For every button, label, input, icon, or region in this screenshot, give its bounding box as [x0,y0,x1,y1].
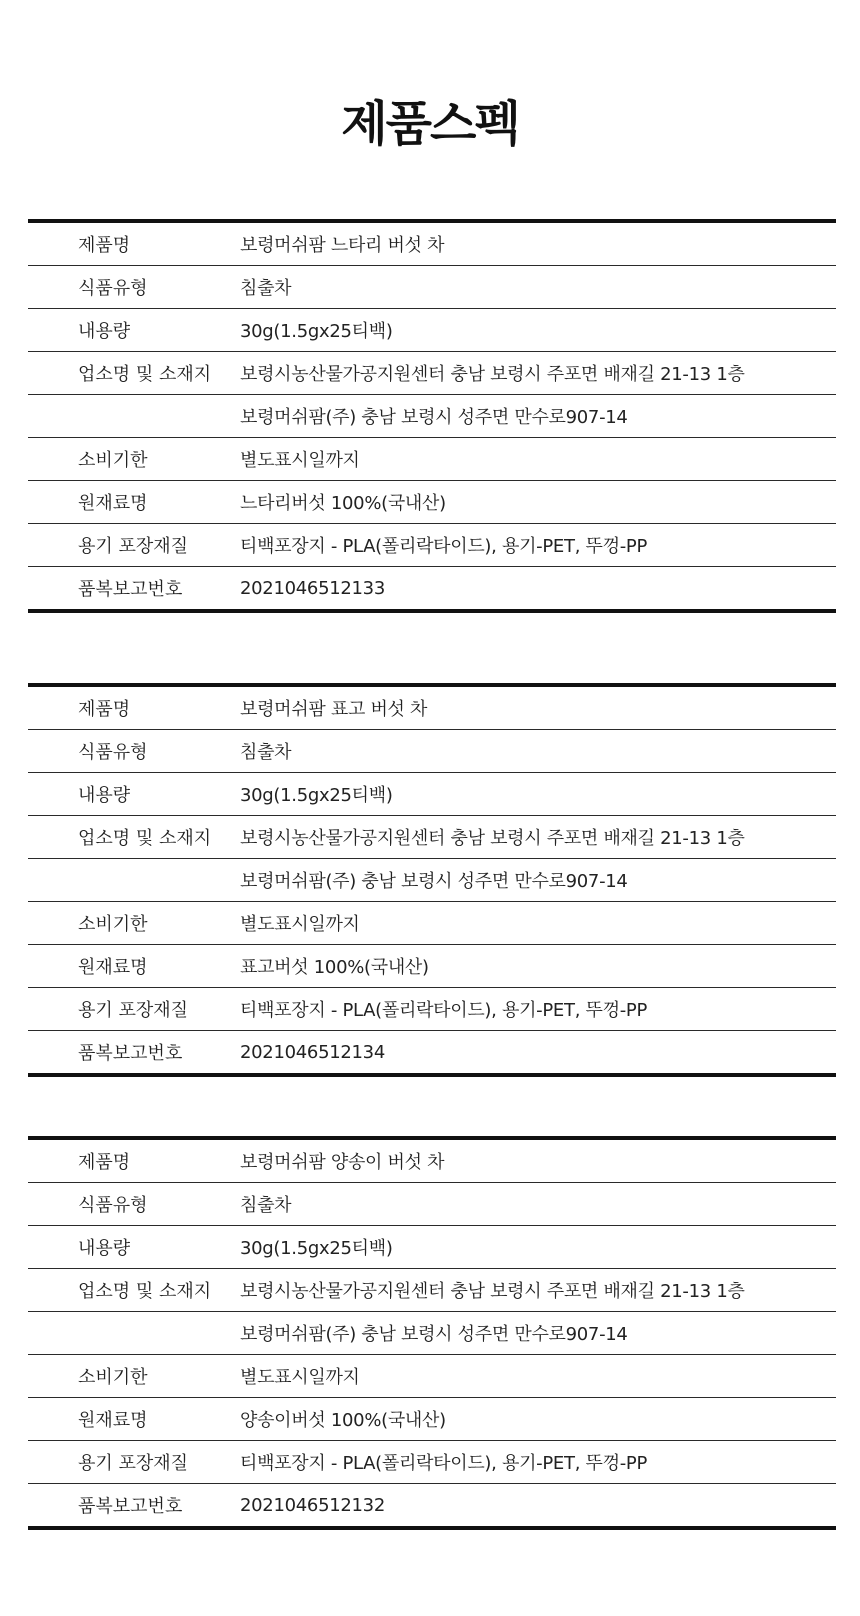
row-value: 2021046512134 [240,1041,385,1063]
row-label: 내용량 [78,1238,131,1259]
row-label: 용기 포장재질 [78,536,189,557]
spec-table-oyster [28,219,836,613]
row-value: 양송이버섯 100%(국내산) [240,1410,446,1431]
row-value: 느타리버섯 100%(국내산) [240,493,446,514]
table-row [28,524,836,567]
row-label: 원재료명 [78,493,148,514]
table-row [28,438,836,481]
table-row [28,687,836,730]
spec-table-button-mushroom [28,1136,836,1530]
row-value: 침출차 [240,278,292,299]
row-label: 내용량 [78,321,131,342]
row-value: 별도표시일까지 [240,914,360,935]
table-row [28,730,836,773]
row-label: 식품유형 [78,742,148,763]
row-label: 소비기한 [78,450,148,471]
table-row [28,945,836,988]
row-label: 소비기한 [78,1367,148,1388]
spec-table-shiitake [28,683,836,1077]
row-label: 업소명 및 소재지 [78,828,212,849]
row-value: 보령머쉬팜(주) 충남 보령시 성주면 만수로907-14 [240,1324,628,1345]
row-value: 별도표시일까지 [240,450,360,471]
row-label: 품복보고번호 [78,579,183,600]
row-label: 제품명 [78,699,131,720]
row-label: 소비기한 [78,914,148,935]
row-value: 침출차 [240,1195,292,1216]
table-row [28,567,836,609]
table-row [28,481,836,524]
row-label: 식품유형 [78,278,148,299]
row-value: 티백포장지 - PLA(폴리락타이드), 용기-PET, 뚜껑-PP [240,1000,648,1021]
row-value: 침출차 [240,742,292,763]
table-row [28,1312,836,1355]
table-row [28,1441,836,1484]
row-label: 원재료명 [78,1410,148,1431]
row-label: 용기 포장재질 [78,1453,189,1474]
row-value: 보령머쉬팜 표고 버섯 차 [240,699,428,720]
row-value: 30g(1.5gx25티백) [240,1238,393,1259]
table-row [28,395,836,438]
row-label: 품복보고번호 [78,1043,183,1064]
table-row [28,309,836,352]
row-value: 보령시농산물가공지원센터 충남 보령시 주포면 배재길 21-13 1층 [240,828,745,849]
row-value: 30g(1.5gx25티백) [240,321,393,342]
page-title: 제품스펙 [341,96,519,152]
table-row [28,1484,836,1526]
table-row [28,1031,836,1073]
row-value: 보령머쉬팜(주) 충남 보령시 성주면 만수로907-14 [240,871,628,892]
row-label: 품복보고번호 [78,1496,183,1517]
table-row [28,352,836,395]
table-row [28,859,836,902]
table-row [28,1398,836,1441]
table-row [28,1226,836,1269]
table-row [28,1269,836,1312]
row-value: 2021046512132 [240,1494,385,1516]
row-value: 티백포장지 - PLA(폴리락타이드), 용기-PET, 뚜껑-PP [240,536,648,557]
table-row [28,902,836,945]
table-row [28,1140,836,1183]
row-value: 티백포장지 - PLA(폴리락타이드), 용기-PET, 뚜껑-PP [240,1453,648,1474]
row-label: 업소명 및 소재지 [78,1281,212,1302]
row-value: 보령시농산물가공지원센터 충남 보령시 주포면 배재길 21-13 1층 [240,1281,745,1302]
row-value: 표고버섯 100%(국내산) [240,957,429,978]
row-label: 원재료명 [78,957,148,978]
table-row [28,988,836,1031]
table-row [28,266,836,309]
row-value: 보령머쉬팜 느타리 버섯 차 [240,235,445,256]
row-label: 업소명 및 소재지 [78,364,212,385]
row-value: 보령머쉬팜(주) 충남 보령시 성주면 만수로907-14 [240,407,628,428]
row-label: 식품유형 [78,1195,148,1216]
row-value: 보령머쉬팜 양송이 버섯 차 [240,1152,445,1173]
row-label: 제품명 [78,1152,131,1173]
row-value: 2021046512133 [240,577,385,599]
row-value: 별도표시일까지 [240,1367,360,1388]
row-value: 보령시농산물가공지원센터 충남 보령시 주포면 배재길 21-13 1층 [240,364,745,385]
row-label: 제품명 [78,235,131,256]
table-row [28,1183,836,1226]
table-row [28,1355,836,1398]
table-row [28,816,836,859]
row-label: 내용량 [78,785,131,806]
row-label: 용기 포장재질 [78,1000,189,1021]
table-row [28,223,836,266]
table-row [28,773,836,816]
row-value: 30g(1.5gx25티백) [240,785,393,806]
